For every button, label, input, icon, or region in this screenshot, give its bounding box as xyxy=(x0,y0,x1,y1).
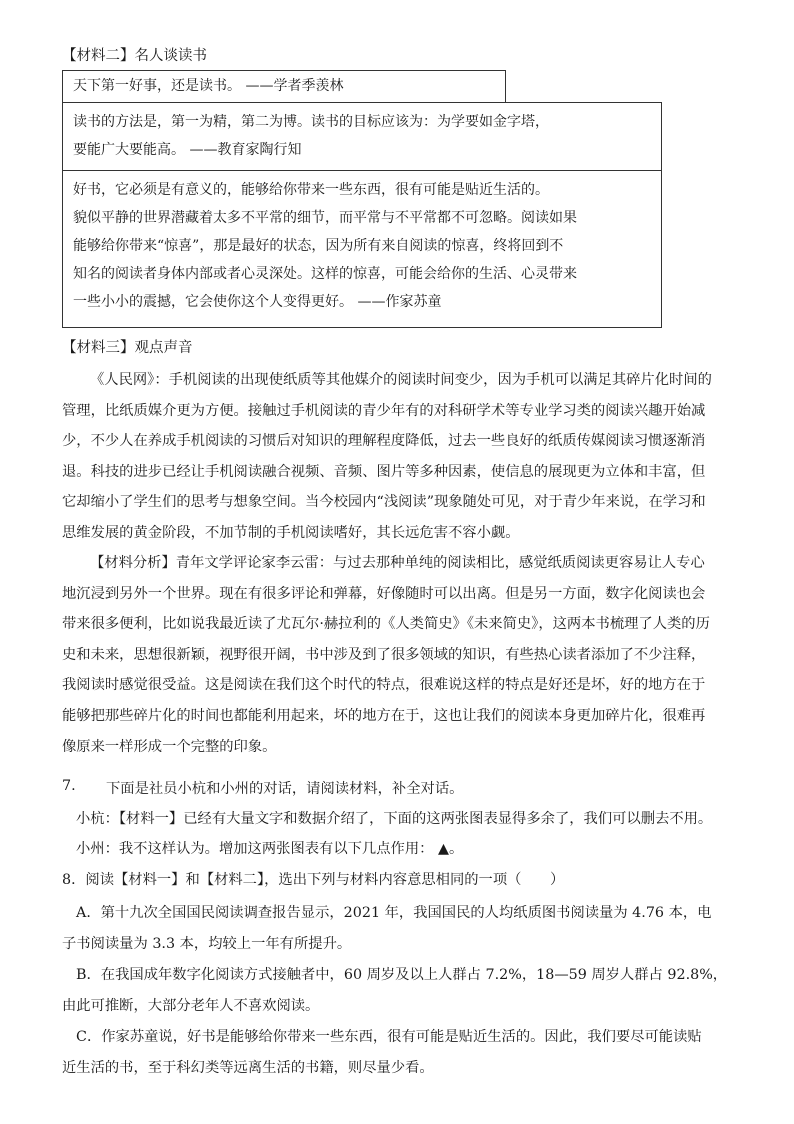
option-line: C．作家苏童说，好书是能够给你带来一些东西，很有可能是贴近生活的。因此，我们要尽可能读贴 xyxy=(76,1029,702,1045)
paragraph-line: 能够把那些碎片化的时间也都能利用起来，坏的地方在于，这也让我们的阅读本身更加碎片化，很难再 xyxy=(62,707,706,724)
option-line: 近生活的书，至于科幻类等远离生活的书籍，则尽量少看。 xyxy=(62,1059,434,1076)
question-7-number: 7. xyxy=(62,778,76,794)
option-line: A．第十九次全国国民阅读调查报告显示，2021 年，我国国民的人均纸质图书阅读量为 4.76 本，电 xyxy=(76,905,712,921)
quote-jixianlin: 天下第一好事，还是读书。 ——学者季羡林 xyxy=(73,78,344,94)
paragraph-line: 《人民网》：手机阅读的出现使纸质等其他媒介的阅读时间变少，因为手机可以满足其碎片化时间的 xyxy=(90,372,712,388)
option-line: B．在我国成年数字化阅读方式接触者中，60 周岁及以上人群占 7.2%，18—59 周岁人群占 92.8%， xyxy=(76,967,728,983)
paragraph-line: 带来很多便利，比如说我最近读了尤瓦尔·赫拉利的《人类简史》《未来简史》，这两本书梳理了人类的历 xyxy=(62,616,710,633)
paragraph-line: 【材料分析】青年文学评论家李云雷：与过去那种单纯的阅读相比，感觉纸质阅读更容易让人专心 xyxy=(90,555,705,571)
paragraph-line: 它却缩小了学生们的思考与想象空间。当今校园内“浅阅读”现象随处可见，对于青少年来说，在学习和 xyxy=(62,494,706,511)
quote-sutong-line-1: 好书，它必须是有意义的，能够给你带来一些东西，很有可能是贴近生活的。 xyxy=(73,182,549,198)
paragraph-line: 少，不少人在养成手机阅读的习惯后对知识的理解程度降低，过去一些良好的纸质传媒阅读习惯逐渐消 xyxy=(62,433,706,450)
quote-sutong-line-3: 能够给你带来“惊喜”，那是最好的状态，因为所有来自阅读的惊喜，终将回到不 xyxy=(73,238,564,254)
quote-sutong-line-2: 貌似平静的世界潜藏着太多不平常的细节，而平常与不平常都不可忽略。阅读如果 xyxy=(73,210,577,226)
material2-heading: 【材料二】名人谈读书 xyxy=(62,48,207,64)
quote-box-jixianlin xyxy=(62,70,506,103)
question-7-prompt: 下面是社员小杭和小州的对话，请阅读材料，补全对话。 xyxy=(106,781,464,797)
paragraph-line: 退。科技的进步已经让手机阅读融合视频、音频、图片等多种因素，使信息的展现更为立体和丰富，但 xyxy=(62,463,706,480)
paragraph-line: 史和未来，思想很新颖，视野很开阔，书中涉及到了很多领域的知识，有些热心读者添加了不少注释， xyxy=(62,646,706,663)
paragraph-line: 像原来一样形成一个完整的印象。 xyxy=(62,738,277,755)
question-7-dialogue-xiaohang: 小杭：【材料一】已经有大量文字和数据介绍了，下面的这两张图表显得多余了，我们可以删去不用。 xyxy=(76,811,713,827)
quote-taoxingzhi-line-2: 要能广大要能高。 ——教育家陶行知 xyxy=(73,142,302,158)
paragraph-line: 地沉浸到另外一个世界。现在有很多评论和弹幕，好像随时可以出离。但是另一方面，数字化阅读也会 xyxy=(62,585,706,602)
question-8-option-b xyxy=(62,960,762,1021)
option-line: 子书阅读量为 3.3 本，均较上一年有所提升。 xyxy=(62,935,352,952)
question-8-stem: 8．阅读【材料一】和【材料二】，选出下列与材料内容意思相同的一项（ ） xyxy=(62,872,565,888)
quote-box-sutong xyxy=(62,170,662,328)
paragraph-line: 管理，比纸质媒介更为方便。接触过手机阅读的青少年有的对科研学术等专业学习类的阅读兴趣开始减 xyxy=(62,402,706,419)
quote-box-taoxingzhi xyxy=(62,102,662,171)
option-line: 由此可推断，大部分老年人不喜欢阅读。 xyxy=(62,997,320,1014)
material3-heading: 【材料三】观点声音 xyxy=(62,340,193,356)
material3-paragraph-renminwang xyxy=(62,365,762,549)
quote-sutong-line-5: 一些小小的震撼，它会使你这个人变得更好。 ——作家苏童 xyxy=(73,294,442,310)
quote-sutong-line-4: 知名的阅读者身体内部或者心灵深处。这样的惊喜，可能会给你的生活、心灵带来 xyxy=(73,266,577,282)
question-7-dialogue-xiaozhou: 小州：我不这样认为。增加这两张图表有以下几点作用： ▲。 xyxy=(76,841,464,857)
question-8-option-c xyxy=(62,1022,762,1083)
material3-paragraph-analysis xyxy=(62,548,762,762)
question-8-option-a xyxy=(62,898,762,959)
paragraph-line: 我阅读时感觉很受益。这是阅读在我们这个时代的特点，很难说这样的特点是好还是坏，好的地方在于 xyxy=(62,677,706,694)
quote-taoxingzhi-line-1: 读书的方法是，第一为精，第二为博。读书的目标应该为：为学要如金字塔， xyxy=(73,114,549,130)
paragraph-line: 思维发展的黄金阶段，不加节制的手机阅读嗜好，其长远危害不容小觑。 xyxy=(62,524,520,541)
